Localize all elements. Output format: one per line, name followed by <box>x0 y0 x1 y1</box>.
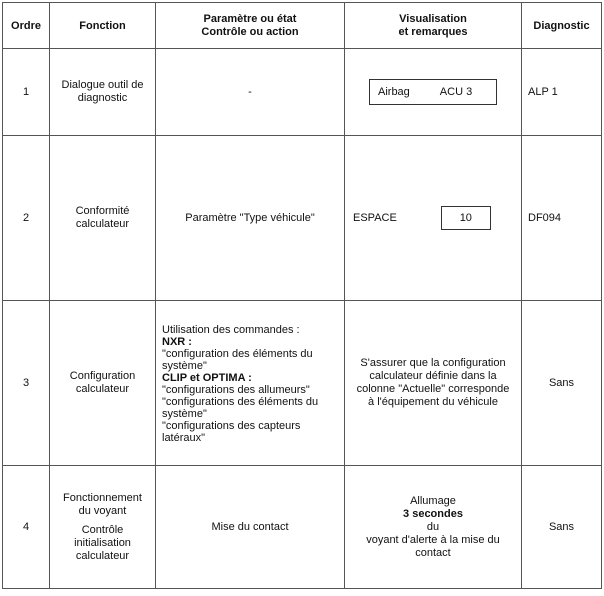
cell-diagnostic: Sans <box>522 466 602 589</box>
cell-visualisation <box>345 466 522 589</box>
screen-value: ACU 3 <box>439 86 473 98</box>
fonction-line: Configuration <box>69 370 136 382</box>
fonction-line: Conformité <box>75 205 130 217</box>
header-row <box>3 3 602 49</box>
visu-line: calculateur définie dans la <box>369 370 497 382</box>
header-visualisation-line2: et remarques <box>398 25 468 38</box>
cell-fonction <box>50 466 156 589</box>
cell-fonction <box>50 49 156 136</box>
header-fonction: Fonction <box>50 3 156 49</box>
fonction-line: calculateur <box>75 383 130 395</box>
vehicle-type-display <box>345 206 521 230</box>
visu-line: colonne "Actuelle" corresponde <box>356 383 510 395</box>
table-row <box>3 301 602 466</box>
command-line: système" <box>162 408 207 420</box>
visu-text: Allumage <box>410 494 456 507</box>
cell-parametre: Paramètre "Type véhicule" <box>156 136 345 301</box>
cell-parametre <box>156 301 345 466</box>
fonction-line: calculateur <box>75 218 130 230</box>
screen-value-box <box>369 79 497 105</box>
vehicle-label: ESPACE <box>353 212 397 224</box>
command-line: "configurations des allumeurs" <box>162 384 310 396</box>
fonction-line: Contrôle <box>81 523 124 536</box>
visu-line: contact <box>415 546 451 559</box>
cell-visualisation <box>345 49 522 136</box>
visu-text: du <box>426 520 440 533</box>
table-row <box>3 466 602 589</box>
visu-duration: 3 secondes <box>403 507 463 520</box>
command-line: "configurations des capteurs <box>162 420 301 432</box>
fonction-line: initialisation <box>74 536 131 549</box>
command-line: "configuration des éléments du <box>162 348 313 360</box>
command-tool-nxr: NXR : <box>162 336 192 348</box>
diagnostic-table <box>2 2 602 589</box>
cell-ordre: 1 <box>3 49 50 136</box>
header-ordre: Ordre <box>3 3 50 49</box>
visu-line: voyant d'alerte à la mise du <box>366 533 500 546</box>
fonction-line: Fonctionnement <box>63 491 142 504</box>
vehicle-type-box: 10 <box>441 206 491 230</box>
cell-ordre: 4 <box>3 466 50 589</box>
fonction-line: diagnostic <box>77 92 128 104</box>
visu-line: à l'équipement du véhicule <box>368 396 498 408</box>
cell-visualisation <box>345 301 522 466</box>
cell-diagnostic: DF094 <box>522 136 602 301</box>
command-line: "configurations des éléments du <box>162 396 319 408</box>
cell-visualisation <box>345 136 522 301</box>
fonction-line: du voyant <box>78 504 127 517</box>
table-row <box>3 136 602 301</box>
visu-line <box>345 495 521 534</box>
cell-fonction <box>50 301 156 466</box>
fonction-line: calculateur <box>75 549 130 562</box>
fonction-line: Dialogue outil de <box>61 79 144 91</box>
header-parametre-line2: Contrôle ou action <box>201 25 299 38</box>
command-line: système" <box>162 360 207 372</box>
command-line: latéraux" <box>162 432 206 444</box>
command-list <box>156 322 344 444</box>
visu-line: S'assurer que la configuration <box>360 357 506 369</box>
header-visualisation <box>345 3 522 49</box>
header-parametre <box>156 3 345 49</box>
header-parametre-line1: Paramètre ou état <box>203 12 297 25</box>
cell-fonction <box>50 136 156 301</box>
cell-ordre: 3 <box>3 301 50 466</box>
cell-diagnostic: ALP 1 <box>522 49 602 136</box>
screen-label: Airbag <box>378 86 410 98</box>
header-visualisation-line1: Visualisation <box>399 12 467 25</box>
cell-parametre: - <box>156 49 345 136</box>
header-diagnostic: Diagnostic <box>522 3 602 49</box>
cell-ordre: 2 <box>3 136 50 301</box>
cell-parametre: Mise du contact <box>156 466 345 589</box>
cell-diagnostic: Sans <box>522 301 602 466</box>
command-line: Utilisation des commandes : <box>162 324 300 336</box>
table-row <box>3 49 602 136</box>
command-tool-clip: CLIP et OPTIMA : <box>162 372 252 384</box>
